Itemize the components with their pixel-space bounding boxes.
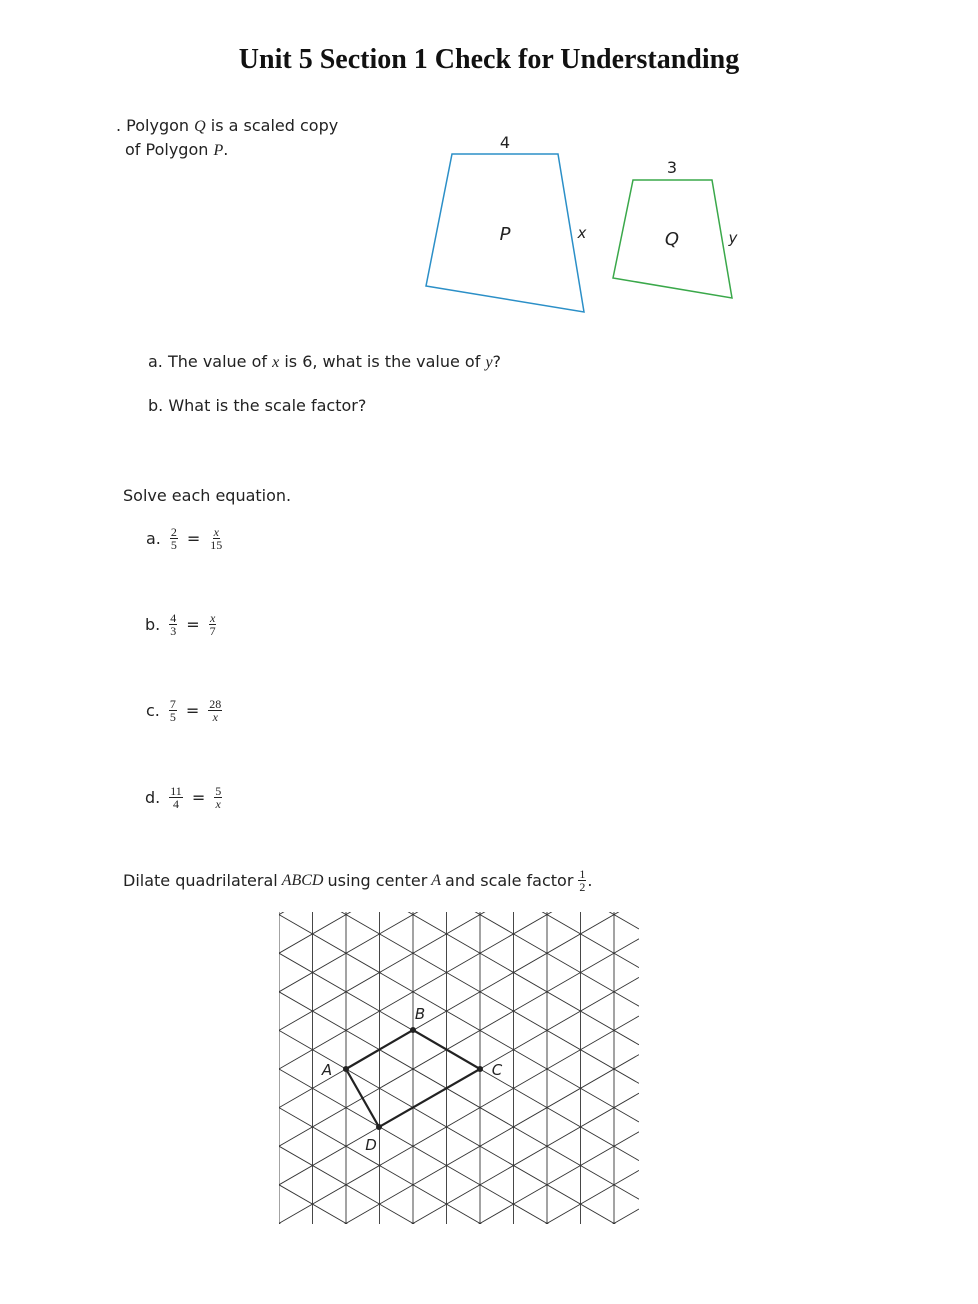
grid-line (279, 0, 639, 27)
numerator: 11 (170, 784, 182, 798)
grid-line (279, 437, 639, 644)
grid-line (279, 876, 639, 1083)
equation-label: b. (145, 615, 161, 634)
grid-line (279, 0, 639, 41)
equals-sign: = (185, 701, 200, 720)
grid-line (279, 630, 639, 837)
grid-line (279, 398, 639, 605)
denominator: 5 (169, 710, 176, 724)
q1a-var-x: x (272, 354, 280, 371)
numerator: 7 (169, 697, 176, 711)
grid-line (279, 205, 639, 412)
grid-line (279, 220, 639, 427)
point-b (410, 1027, 416, 1033)
grid-line (279, 862, 639, 1069)
equals-sign: = (191, 788, 206, 807)
grid-line (279, 0, 639, 143)
q-center-label: Q (664, 229, 680, 250)
q3-center: A (431, 871, 442, 889)
grid-line (279, 0, 639, 80)
grid-line (279, 0, 639, 196)
grid-line (279, 1030, 639, 1237)
equation-label: a. (146, 529, 161, 548)
grid-line (279, 297, 639, 504)
q1a-post: ? (492, 352, 502, 371)
q3-mid2: and scale factor (445, 871, 574, 890)
grid-line (279, 360, 639, 567)
q-top-label: 3 (666, 158, 678, 177)
grid-line (279, 1262, 639, 1304)
q3-suffix: . (587, 871, 593, 890)
grid-line (279, 0, 639, 181)
grid-line (279, 181, 639, 388)
denominator: 4 (173, 797, 180, 811)
grid-line (279, 591, 639, 798)
grid-line (279, 746, 639, 953)
grid-line (279, 784, 639, 991)
q1-mid: is a scaled copy (205, 116, 339, 135)
denominator: 2 (579, 880, 586, 894)
numerator: 28 (209, 697, 222, 711)
q2-prompt: Solve each equation. (123, 486, 292, 505)
numerator: 4 (170, 611, 177, 625)
p-center-label: P (499, 224, 511, 245)
grid-line (279, 451, 639, 658)
grid-line (279, 90, 639, 297)
grid-line (279, 167, 639, 374)
page-title: Unit 5 Section 1 Check for Understanding (238, 44, 740, 75)
grid-line (279, 722, 639, 929)
grid-line (279, 1170, 639, 1304)
grid-line (279, 1286, 639, 1304)
grid-line (279, 1055, 639, 1262)
grid-line (279, 606, 639, 813)
grid-line (279, 27, 639, 234)
grid-line (279, 490, 639, 697)
grid-line (279, 915, 639, 1122)
denominator: x (212, 710, 218, 724)
label-a: A (321, 1061, 333, 1079)
grid-line (279, 707, 639, 914)
grid-line (279, 258, 639, 465)
label-d: D (365, 1136, 377, 1154)
grid-line (279, 1108, 639, 1304)
denominator: 5 (170, 538, 177, 552)
numerator: 2 (170, 525, 177, 539)
grid-line (279, 992, 639, 1199)
grid-line (279, 823, 639, 1030)
grid-line (279, 799, 639, 1006)
point-c (477, 1066, 483, 1072)
grid-line (279, 1132, 639, 1304)
grid-line (279, 0, 639, 118)
grid-line (279, 374, 639, 581)
grid-line (279, 1185, 639, 1304)
grid-line (279, 1223, 639, 1304)
grid-line (279, 128, 639, 335)
grid-line (279, 321, 639, 528)
equation-label: d. (145, 788, 161, 807)
grid-line (279, 0, 639, 157)
point-a (343, 1066, 349, 1072)
grid-line (279, 1016, 639, 1223)
grid-line (279, 837, 639, 1044)
grid-line (279, 553, 639, 760)
grid-line (279, 939, 639, 1146)
denominator: 7 (209, 624, 216, 638)
grid-line (279, 1209, 639, 1304)
triangular-grid (279, 0, 639, 1304)
equals-sign: = (186, 615, 200, 634)
grid-line (279, 1301, 639, 1304)
p-side-label: x (577, 224, 587, 242)
grid-line (279, 1248, 639, 1304)
grid-line (279, 1146, 639, 1304)
grid-line (279, 900, 639, 1107)
q3-prefix: Dilate quadrilateral (123, 871, 278, 890)
grid-line (279, 51, 639, 258)
denominator: x (215, 797, 221, 811)
grid-line (279, 0, 639, 104)
grid-line (279, 514, 639, 721)
grid-line (279, 567, 639, 774)
grid-line (279, 1093, 639, 1300)
q3-shape-name: ABCD (281, 871, 324, 889)
q1a-pre: a. The value of (148, 352, 273, 371)
q1-line2-suffix: . (223, 140, 229, 159)
grid-line (279, 644, 639, 851)
q1a-var-y: y (485, 354, 493, 371)
q1-line2-prefix: of Polygon (125, 140, 214, 159)
numerator: x (209, 611, 216, 625)
q1-prefix: . Polygon (116, 116, 195, 135)
grid-line (279, 283, 639, 490)
q1-part-b: b. What is the scale factor? (148, 396, 367, 415)
denominator: 15 (210, 538, 223, 552)
grid-line (279, 12, 639, 219)
grid-line (279, 336, 639, 543)
grid-line (279, 683, 639, 890)
q1a-mid: is 6, what is the value of (279, 352, 486, 371)
grid-line (279, 0, 639, 3)
grid-line (279, 413, 639, 620)
q1-q-name: Q (194, 118, 206, 135)
grid-line (279, 0, 639, 65)
grid-line (279, 476, 639, 683)
q1-p-name: P (213, 142, 224, 159)
q3-mid: using center (327, 871, 428, 890)
q-side-label: y (728, 229, 738, 247)
point-d (376, 1124, 382, 1130)
grid-line (279, 104, 639, 311)
equation-label: c. (146, 701, 160, 720)
numerator: 1 (579, 867, 586, 881)
equals-sign: = (186, 529, 201, 548)
numerator: x (213, 525, 219, 539)
grid-line (279, 1069, 639, 1276)
numerator: 5 (215, 784, 222, 798)
p-top-label: 4 (499, 133, 511, 152)
label-c: C (491, 1061, 503, 1079)
grid-line (279, 669, 639, 876)
grid-line (279, 244, 639, 451)
grid-line (279, 65, 639, 272)
denominator: 3 (170, 624, 177, 638)
grid-line (279, 760, 639, 967)
label-b: B (414, 1005, 426, 1023)
grid-line (279, 143, 639, 350)
grid-line (279, 529, 639, 736)
